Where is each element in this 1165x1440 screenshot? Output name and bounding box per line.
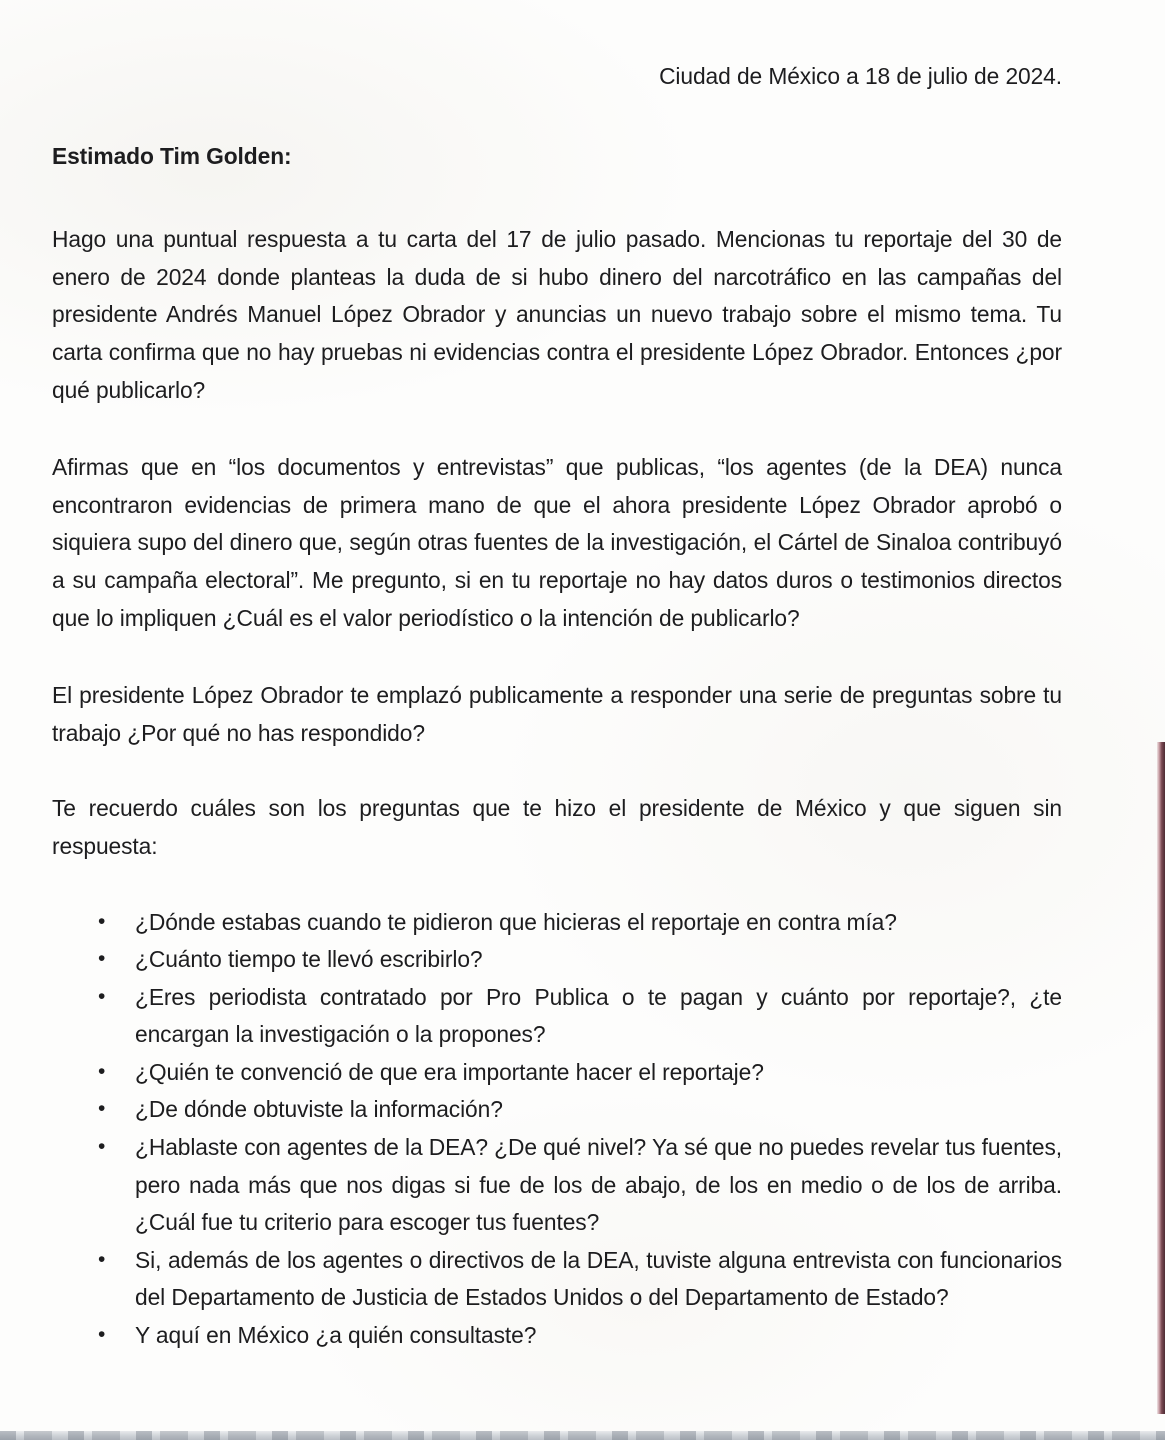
question-text: Y aquí en México ¿a quién consultaste? — [135, 1322, 537, 1349]
question-item-8 — [98, 1317, 1062, 1355]
question-text: ¿Eres periodista contratado por Pro Publica o te pagan y cuánto por reportaje?, ¿te encargan la investigación o la propones? — [135, 983, 1062, 1048]
question-text: ¿De dónde obtuviste la información? — [135, 1096, 503, 1123]
paragraph-intro: Hago una puntual respuesta a tu carta del 17 de julio pasado. Mencionas tu reportaje del 30 de enero de 2024 donde planteas la duda de si hubo dinero del narcotráfico en las campañas del presidente Andrés Manuel López Obrador y anuncias un nuevo trabajo sobre el mismo tema. Tu carta confirma que no hay pruebas ni evidencias contra el presidente López Obrador. Entonces ¿por qué publicarlo? — [52, 226, 1062, 403]
question-text: ¿Cuánto tiempo te llevó escribirlo? — [135, 946, 483, 973]
question-item-5 — [98, 1091, 1062, 1129]
dateline: Ciudad de México a 18 de julio de 2024. — [659, 63, 1062, 89]
question-text: Si, además de los agentes o directivos de la DEA, tuviste alguna entrevista con funcionarios del Departamento de Justicia de Estados Unidos o del Departamento de Estado? — [135, 1246, 1062, 1311]
questions-list — [52, 904, 1062, 1355]
question-item-4 — [98, 1054, 1062, 1092]
paragraph-recordatorio: Te recuerdo cuáles son los preguntas que te hizo el presidente de México y que siguen sin respuesta: — [52, 795, 1062, 859]
right-edge-artifact-bar — [1157, 742, 1165, 1414]
question-item-6 — [98, 1129, 1062, 1242]
question-item-1 — [98, 904, 1062, 942]
bullet-marker-icon: • — [98, 1323, 106, 1347]
question-item-2 — [98, 941, 1062, 979]
bullet-marker-icon: • — [98, 909, 106, 933]
bullet-marker-icon: • — [98, 947, 106, 971]
question-item-7 — [98, 1242, 1062, 1317]
bullet-marker-icon: • — [98, 1059, 106, 1083]
question-text: ¿Dónde estabas cuando te pidieron que hicieras el reportaje en contra mía? — [135, 908, 897, 935]
bullet-marker-icon: • — [98, 1135, 106, 1159]
question-text: ¿Quién te convenció de que era importante hacer el reportaje? — [135, 1058, 764, 1085]
cutoff-text-band — [0, 1431, 1165, 1440]
salutation: Estimado Tim Golden: — [52, 142, 292, 169]
bullet-marker-icon: • — [98, 1097, 106, 1121]
question-item-3 — [98, 979, 1062, 1054]
bullet-marker-icon: • — [98, 984, 106, 1008]
bullet-marker-icon: • — [98, 1247, 106, 1271]
paragraph-emplazamiento: El presidente López Obrador te emplazó publicamente a responder una serie de preguntas sobre tu trabajo ¿Por qué no has respondido? — [52, 682, 1062, 746]
question-text: ¿Hablaste con agentes de la DEA? ¿De qué nivel? Ya sé que no puedes revelar tus fuentes, pero nada más que nos digas si fue de los de abajo, de los en medio o de los de arriba. ¿Cuál fue tu criterio para escoger tus fuentes? — [135, 1134, 1062, 1236]
paragraph-dea-quote: Afirmas que en “los documentos y entrevistas” que publicas, “los agentes (de la DEA) nunca encontraron evidencias de primera mano de que el ahora presidente López Obrador aprobó o siquiera supo del dinero que, según otras fuentes de la investigación, el Cártel de Sinaloa contribuyó a su campaña electoral”. Me pregunto, si en tu reportaje no hay datos duros o testimonios directos que lo impliquen ¿Cuál es el valor periodístico o la intención de publicarlo? — [52, 454, 1062, 631]
